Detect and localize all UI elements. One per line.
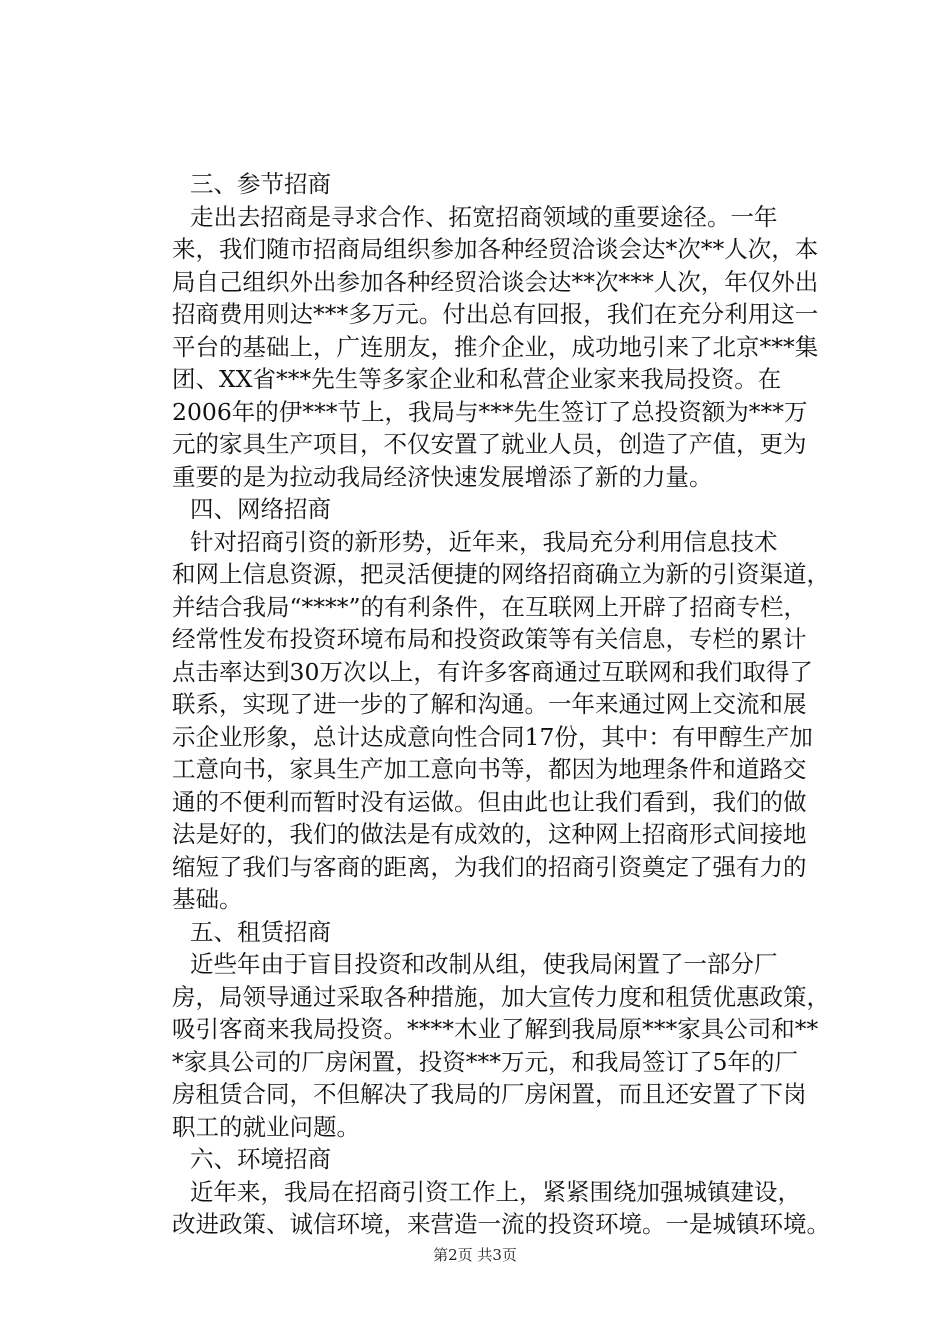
page-footer: 第2页 共3页 (433, 1246, 517, 1264)
text-line: 基础。 (172, 885, 243, 913)
text-line: 和网上信息资源，把灵活便捷的网络招商确立为新的引资渠道， (172, 560, 830, 588)
text-line: 局自己组织外出参加各种经贸洽谈会达**次***人次，年仅外出 (172, 267, 819, 296)
text-line: 房租赁合同，不但解决了我局的厂房闲置，而且还安置了下岗 (172, 1080, 807, 1108)
text-line: 元的家具生产项目，不仅安置了就业人员，创造了产值，更为 (172, 430, 807, 458)
text-line: 近年来，我局在招商引资工作上，紧紧围绕加强城镇建设， (190, 1177, 801, 1206)
section-heading: 六、环境招商 (190, 1145, 331, 1173)
text-line: 职工的就业问题。 (172, 1112, 360, 1141)
text-line: 示企业形象，总计达成意向性合同17份，其中：有甲醇生产加 (172, 722, 813, 751)
text-line: 走出去招商是寻求合作、拓宽招商领域的重要途径。一年 (190, 202, 778, 231)
text-line: 改进政策、诚信环境，来营造一流的投资环境。一是城镇环境。 (172, 1210, 830, 1238)
text-line: 法是好的，我们的做法是有成效的，这种网上招商形式间接地 (172, 820, 807, 848)
text-line: 经常性发布投资环境布局和投资政策等有关信息，专栏的累计 (172, 625, 807, 653)
text-line: 通的不便利而暂时没有运做。但由此也让我们看到，我们的做 (172, 787, 807, 816)
text-line: 联系，实现了进一步的了解和沟通。一年来通过网上交流和展 (172, 690, 807, 718)
text-line: 吸引客商来我局投资。****木业了解到我局原***家具公司和** (172, 1015, 819, 1043)
text-line: 近些年由于盲目投资和改制从组，使我局闲置了一部分厂 (190, 950, 778, 978)
document-body (172, 168, 844, 1241)
section-heading: 四、网络招商 (190, 495, 331, 523)
text-line: 工意向书，家具生产加工意向书等，都因为地理条件和道路交 (172, 755, 807, 783)
text-line: 并结合我局“****”的有利条件，在互联网上开辟了招商专栏， (172, 592, 808, 621)
section-heading: 三、参节招商 (190, 170, 331, 198)
text-line: 团、XX省***先生等多家企业和私营企业家来我局投资。在 (172, 365, 782, 393)
text-line: 点击率达到30万次以上，有许多客商通过互联网和我们取得了 (172, 657, 813, 686)
text-line: 2006年的伊***节上，我局与***先生签订了总投资额为***万 (172, 397, 808, 426)
section-heading: 五、租赁招商 (190, 917, 331, 946)
text-line: 针对招商引资的新形势，近年来，我局充分利用信息技术 (190, 527, 778, 556)
text-line: 平台的基础上，广连朋友，推介企业，成功地引来了北京***集 (172, 332, 819, 361)
text-line: 来，我们随市招商局组织参加各种经贸洽谈会达*次**人次，本 (172, 235, 819, 263)
text-line: 招商费用则达***多万元。付出总有回报，我们在充分利用这一 (172, 300, 819, 328)
text-line: *家具公司的厂房闲置，投资***万元，和我局签订了5年的厂 (172, 1047, 798, 1076)
text-line: 重要的是为拉动我局经济快速发展增添了新的力量。 (172, 462, 713, 491)
text-line: 房，局领导通过采取各种措施，加大宣传力度和租赁优惠政策， (172, 982, 830, 1011)
text-line: 缩短了我们与客商的距离，为我们的招商引资奠定了强有力的 (172, 852, 807, 881)
